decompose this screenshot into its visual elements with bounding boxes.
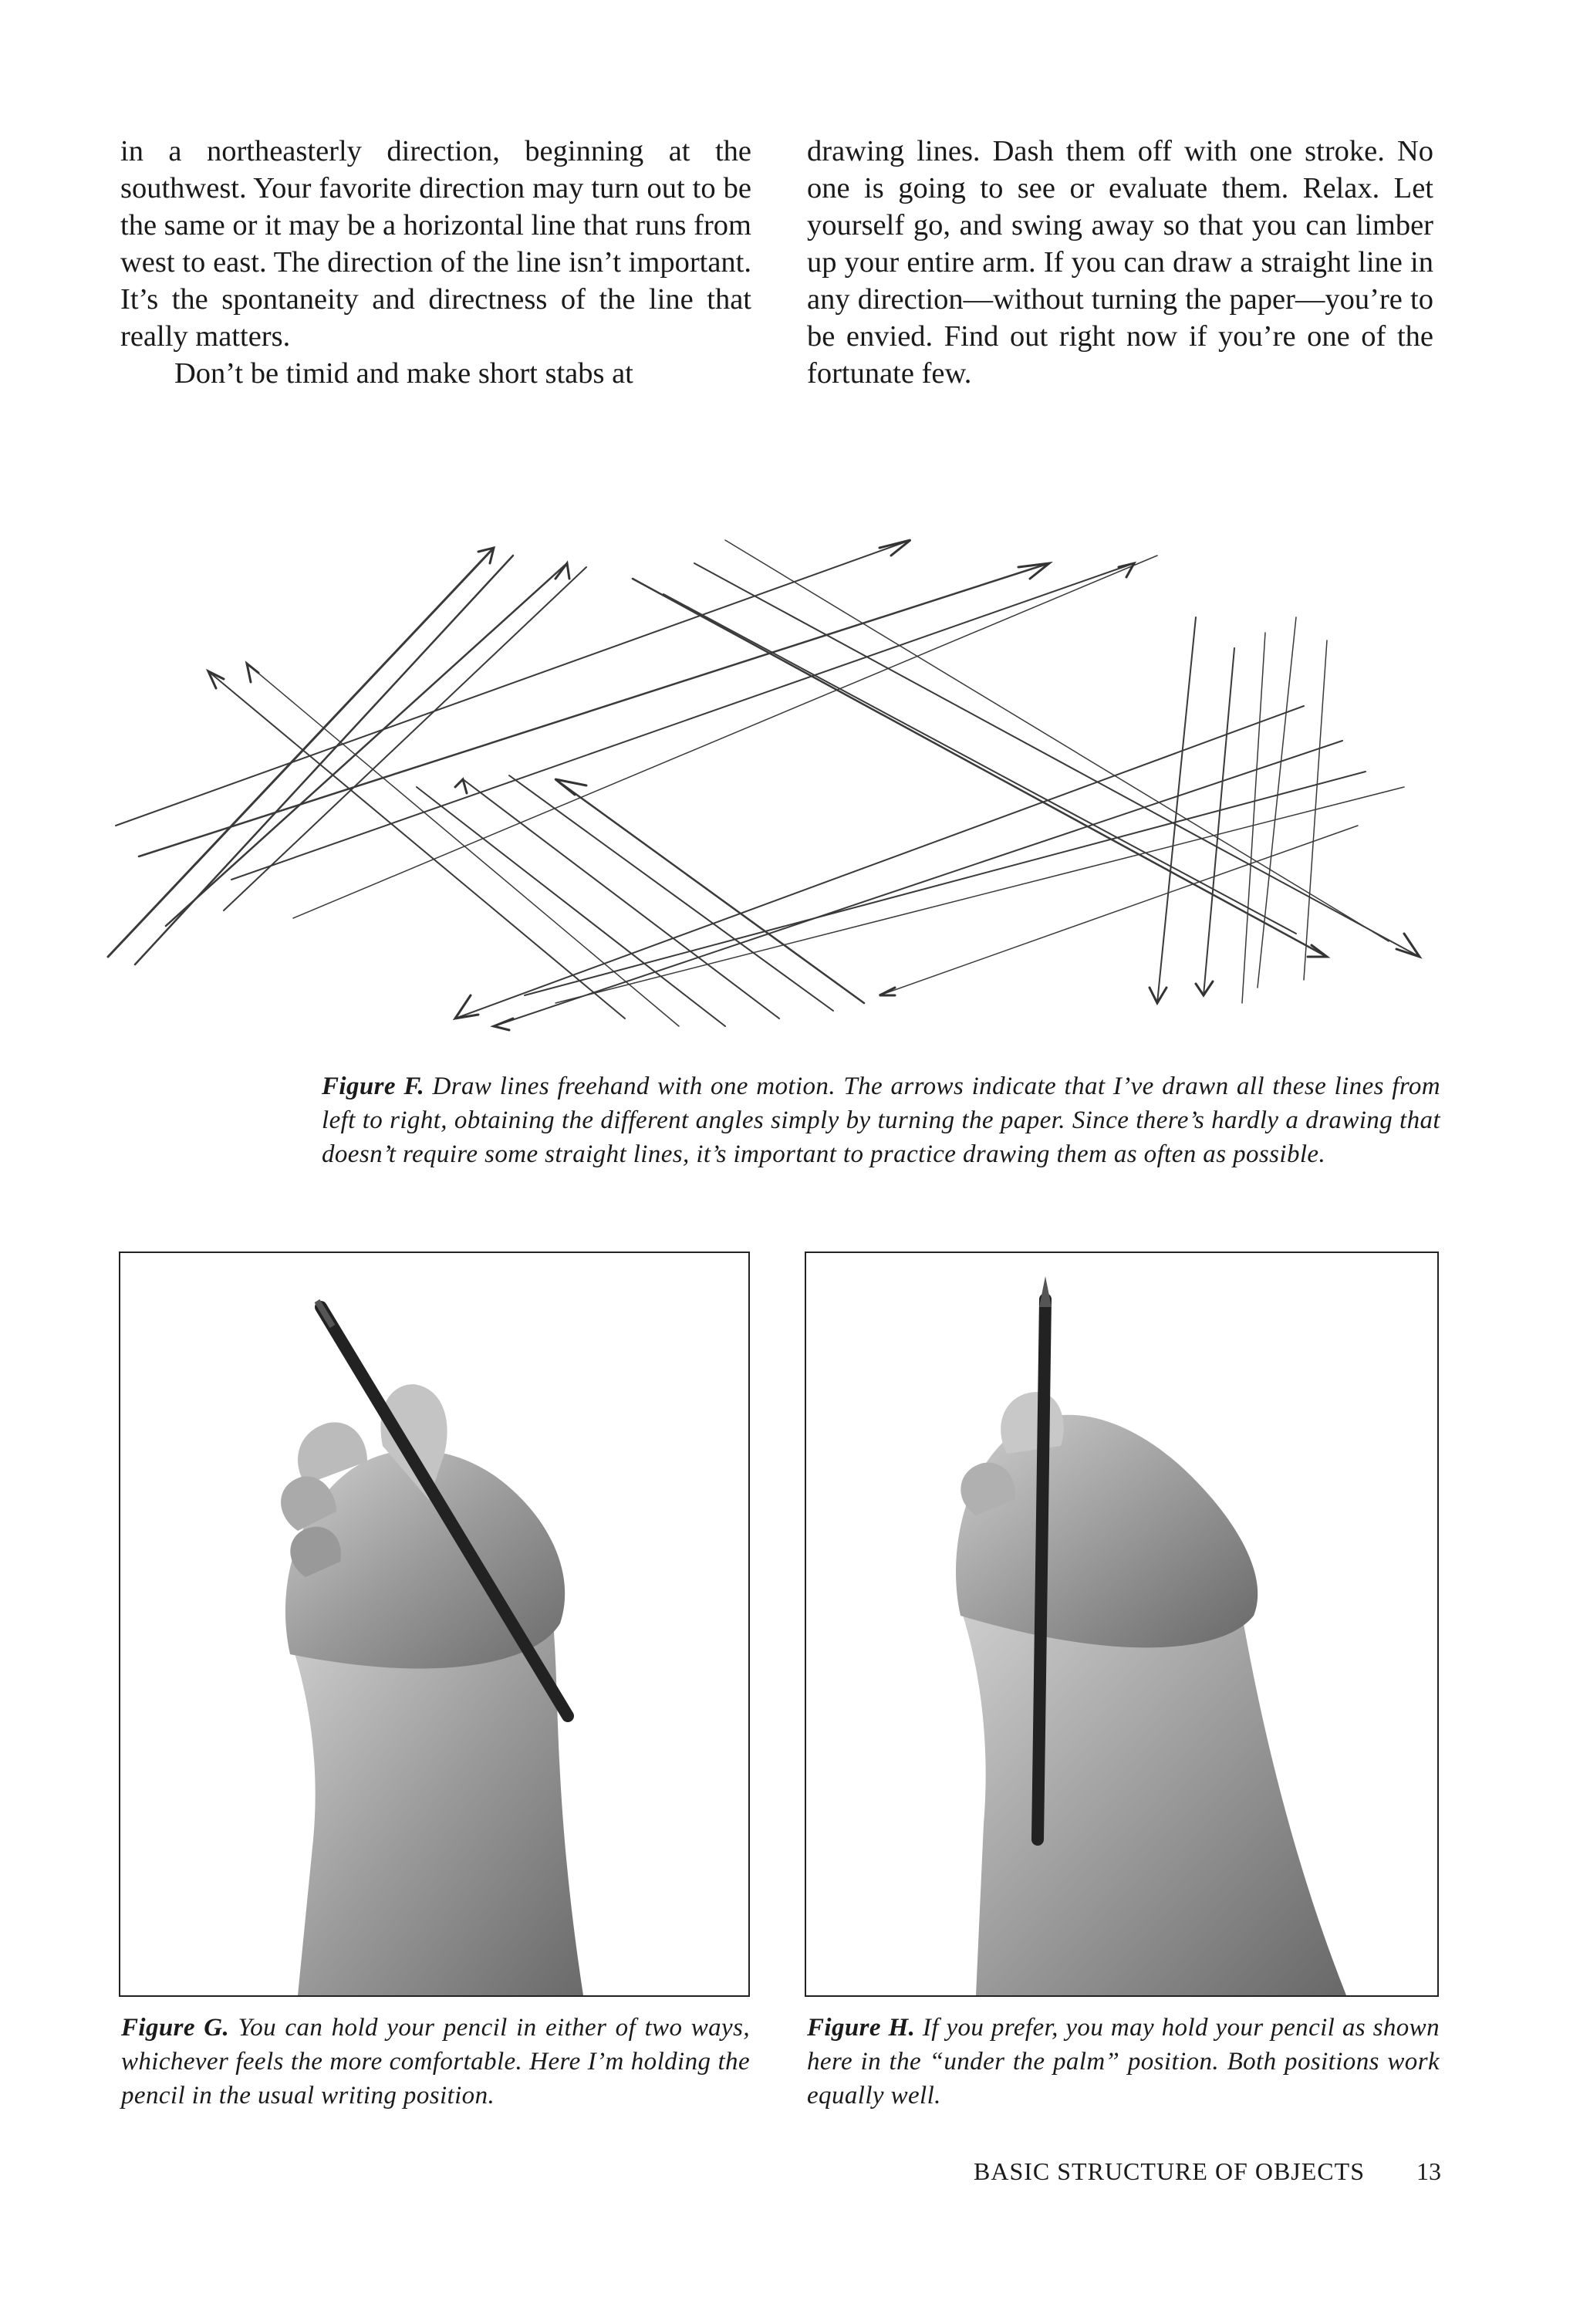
left-text-column	[120, 133, 751, 392]
photo-writing-grip	[119, 1252, 750, 1997]
left-paragraph-2: Don’t be timid and make short stabs at	[174, 357, 633, 390]
figure-h-caption-text: If you prefer, you may hold your pencil as shown here in the “under the palm” position. Both positions work equally well.	[807, 2014, 1440, 2110]
running-footer-title: BASIC STRUCTURE OF OBJECTS	[974, 2157, 1365, 2185]
figure-g-caption	[121, 2011, 750, 2113]
figure-h-caption	[807, 2011, 1440, 2113]
hand-under-palm-grip-image	[806, 1253, 1437, 1995]
figure-f-caption-text: Draw lines freehand with one motion. The arrows indicate that I’ve drawn all these lines from left to right, obtaining the different angles simply by turning the paper. Since there’s hardly a drawing that doesn’t require some straight lines, it’s important to practice drawing them as often as possible.	[322, 1072, 1440, 1168]
hand-writing-grip-image	[120, 1253, 748, 1995]
photo-under-palm-grip	[805, 1252, 1439, 1997]
figure-h-label: Figure H.	[807, 2014, 916, 2042]
figure-f-caption	[322, 1069, 1440, 1171]
left-paragraph-1: in a northeasterly direction, beginning at the southwest. Your favorite direction may turn out to be the same or it may be a horizontal line that runs from west to east. The direction of the line isn’t important. It’s the spontaneity and directness of the line that really matters.	[120, 135, 751, 353]
right-paragraph-1: drawing lines. Dash them off with one stroke. No one is going to see or evaluate them. Relax. Let yourself go, and swing away so that you can limber up your entire arm. If you can draw a straight line in any direction—without turning the paper—you’re to be envied. Find out right now if you’re one of the fortunate few.	[807, 135, 1433, 390]
freehand-lines-illustration	[93, 463, 1450, 1049]
figure-g-caption-text: You can hold your pencil in either of two ways, whichever feels the more comfortable. Here I’m holding the pencil in the usual writing position.	[121, 2014, 750, 2110]
right-text-column	[807, 133, 1433, 392]
figure-f-label: Figure F.	[322, 1072, 425, 1100]
page-number: 13	[1416, 2157, 1441, 2185]
figure-g-label: Figure G.	[121, 2014, 230, 2042]
